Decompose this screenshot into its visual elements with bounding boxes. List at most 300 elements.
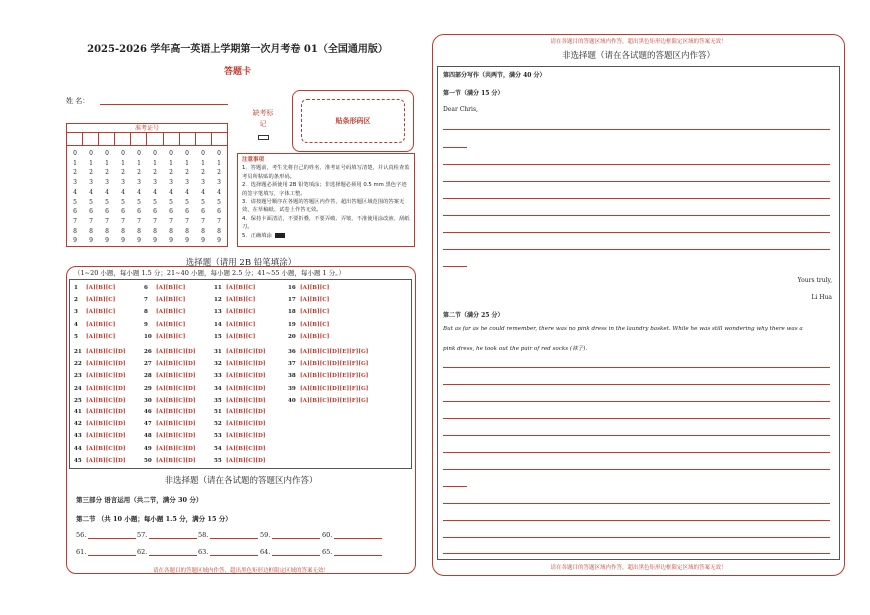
mc-question-number: 19 <box>288 321 296 328</box>
writing-line[interactable] <box>443 232 830 233</box>
mc-question-row[interactable] <box>214 319 255 331</box>
ticket-digit-bubble[interactable]: 8 <box>121 227 125 235</box>
writing-line[interactable] <box>443 418 830 419</box>
mc-options[interactable]: [A][B][C][D] <box>86 397 126 404</box>
mc-question-row[interactable] <box>144 331 185 343</box>
mc-options[interactable]: [A][B][C] <box>156 285 186 291</box>
mc-question-row[interactable] <box>144 443 196 455</box>
writing-line[interactable] <box>443 469 830 470</box>
letter-closing: Yours truly, <box>797 277 832 284</box>
ticket-digit-bubble[interactable]: 5 <box>169 198 173 206</box>
ticket-digit-bubble[interactable]: 6 <box>201 208 205 216</box>
name-label: 姓 名： <box>66 97 90 105</box>
mc-question-row[interactable] <box>74 455 126 467</box>
mc-options[interactable]: [A][B][C][D] <box>226 433 266 440</box>
ticket-digit-bubble[interactable]: 3 <box>137 179 141 187</box>
mc-scoring-note: （1~20 小题，每小题 1.5 分；21~40 小题，每小题 2.5 分；41~55 小题，每小题 1 分。） <box>74 269 345 277</box>
mc-question-row[interactable] <box>144 406 196 418</box>
ticket-digit-bubble[interactable]: 2 <box>137 169 141 177</box>
ticket-digit-bubble[interactable]: 0 <box>89 150 93 157</box>
ticket-digit-bubble[interactable]: 4 <box>73 188 77 196</box>
blank-item <box>137 548 197 556</box>
ticket-digit-bubble[interactable]: 7 <box>121 217 125 225</box>
writing-line[interactable] <box>443 503 830 504</box>
mc-question-number: 2 <box>74 297 78 304</box>
ticket-digit-bubble[interactable]: 8 <box>169 227 173 235</box>
continuation-prompt-line1: But as far as he could remember, there was no pink dress in the laundry basket. While he was still wondering why there was a <box>443 326 803 332</box>
blank-answer-line[interactable] <box>334 550 382 556</box>
mc-options[interactable]: [A][B][C][D] <box>226 373 266 380</box>
mc-options[interactable]: [A][B][C] <box>156 333 186 340</box>
mc-question-row[interactable] <box>288 294 329 306</box>
mc-options[interactable]: [A][B][C] <box>300 321 330 328</box>
mc-question-row[interactable] <box>288 395 368 407</box>
mc-options[interactable]: [A][B][C] <box>156 297 186 304</box>
mc-question-group <box>144 282 185 343</box>
ticket-digit-bubble[interactable]: 9 <box>201 237 205 245</box>
blank-answer-line[interactable] <box>88 550 136 556</box>
blank-number: 64. <box>260 548 271 556</box>
mc-options[interactable]: [A][B][C][D] <box>156 373 196 380</box>
ticket-digit-bubble[interactable]: 1 <box>105 159 109 167</box>
right-footer-note: 请在各题目的答题区域内作答，超出黑色矩形边框限定区域的答案无效！ <box>550 565 727 571</box>
mc-question-row[interactable] <box>288 370 368 382</box>
mc-options[interactable]: [A][B][C] <box>300 297 330 304</box>
ticket-digit-bubble[interactable]: 9 <box>169 237 173 245</box>
mc-options[interactable]: [A][B][C][D] <box>86 445 126 452</box>
ticket-digit-bubble[interactable]: 6 <box>105 208 109 216</box>
ticket-digit-bubble[interactable]: 6 <box>153 208 157 216</box>
barcode-label: 贴条形码区 <box>301 99 405 143</box>
mc-question-group <box>214 406 266 467</box>
writing-title: 非选择题（请在各试题的答题区内作答） <box>561 51 715 61</box>
ticket-digit-bubble[interactable]: 9 <box>73 237 77 245</box>
mc-question-row[interactable] <box>288 282 329 294</box>
writing-line-short[interactable] <box>443 486 467 487</box>
ticket-digit-bubble[interactable]: 9 <box>89 237 93 245</box>
ticket-digit-bubble[interactable]: 7 <box>201 217 205 225</box>
ticket-digit-bubble[interactable]: 5 <box>217 198 221 206</box>
mc-question-number: 3 <box>74 309 78 316</box>
mc-question-number: 9 <box>144 321 148 328</box>
mc-question-row[interactable] <box>144 358 196 370</box>
writing-line[interactable] <box>443 520 830 521</box>
ticket-digit-box[interactable] <box>196 133 212 145</box>
ticket-digit-box[interactable] <box>115 133 131 145</box>
ticket-digit-bubble[interactable]: 0 <box>73 150 77 157</box>
writing-line[interactable] <box>443 249 830 250</box>
ticket-digit-bubble[interactable]: 8 <box>137 227 141 235</box>
ticket-digit-bubble[interactable]: 4 <box>121 188 125 196</box>
mc-options[interactable]: [A][B][C][D] <box>226 397 266 404</box>
ticket-digit-bubble[interactable]: 1 <box>89 159 93 167</box>
blank-item <box>137 531 197 539</box>
blank-item <box>76 531 136 539</box>
mc-options[interactable]: [A][B][C] <box>300 333 330 340</box>
ticket-digit-bubble[interactable]: 2 <box>73 169 77 177</box>
mc-options[interactable]: [A][B][C] <box>226 309 256 316</box>
ticket-digit-bubble[interactable]: 3 <box>201 179 205 187</box>
mc-question-row[interactable] <box>288 358 368 370</box>
mc-question-row[interactable] <box>74 443 126 455</box>
ticket-digit-bubble[interactable]: 3 <box>185 179 189 187</box>
mc-question-row[interactable] <box>74 306 115 318</box>
note-item-label: 5．正确填涂 <box>242 232 272 239</box>
mc-options[interactable]: [A][B][C][D][E][F][G] <box>300 349 369 355</box>
blank-number: 63. <box>198 548 209 556</box>
mc-options[interactable]: [A][B][C][D] <box>86 373 126 380</box>
writing-line[interactable] <box>443 537 830 538</box>
ticket-digit-bubble[interactable]: 8 <box>201 227 205 235</box>
ticket-digit-bubble[interactable]: 2 <box>121 169 125 177</box>
mc-question-row[interactable] <box>74 418 126 430</box>
mc-question-number: 25 <box>74 397 82 404</box>
mc-question-row[interactable] <box>74 294 115 306</box>
mc-options[interactable]: [A][B][C] <box>86 297 116 304</box>
ticket-digit-bubble[interactable]: 4 <box>153 188 157 196</box>
ticket-digit-box[interactable] <box>99 133 115 145</box>
ticket-digit-bubble[interactable]: 8 <box>89 227 93 235</box>
mc-options[interactable]: [A][B][C][D] <box>226 421 266 428</box>
mc-options[interactable]: [A][B][C][D] <box>156 409 196 415</box>
mc-options[interactable]: [A][B][C] <box>300 285 330 291</box>
ticket-digit-bubble[interactable]: 3 <box>73 179 77 187</box>
ticket-digit-bubble[interactable]: 2 <box>217 169 221 177</box>
ticket-digit-bubble[interactable]: 3 <box>105 179 109 187</box>
mc-options[interactable]: [A][B][C][D] <box>156 421 196 428</box>
mc-question-row[interactable] <box>214 455 266 467</box>
mc-question-row[interactable] <box>74 406 126 418</box>
ticket-digit-bubble[interactable]: 2 <box>153 169 157 177</box>
ticket-digit-bubble[interactable]: 5 <box>105 198 109 206</box>
ticket-digit-bubble[interactable]: 2 <box>201 169 205 177</box>
mc-options[interactable]: [A][B][C][D] <box>156 433 196 440</box>
mc-question-row[interactable] <box>144 383 196 395</box>
mc-question-number: 45 <box>74 457 82 464</box>
mc-question-row[interactable] <box>144 346 196 358</box>
ticket-digit-bubble[interactable]: 0 <box>105 150 109 157</box>
mc-question-row[interactable] <box>214 383 266 395</box>
blank-answer-line[interactable] <box>210 550 258 556</box>
ticket-digit-bubble[interactable]: 4 <box>89 188 93 196</box>
ticket-digit-bubble[interactable]: 7 <box>185 217 189 225</box>
ticket-number-boxes[interactable] <box>67 133 227 146</box>
ticket-digit-bubble[interactable]: 7 <box>217 217 221 225</box>
mc-options[interactable]: [A][B][C][D][E][F][G] <box>300 397 369 404</box>
blank-answer-line[interactable] <box>272 533 320 539</box>
ticket-digit-bubble[interactable]: 0 <box>185 150 189 157</box>
ticket-digit-bubble[interactable]: 8 <box>217 227 221 235</box>
mc-question-number: 43 <box>74 433 82 440</box>
mc-question-number: 20 <box>288 333 296 340</box>
mc-options[interactable]: [A][B][C][D] <box>86 457 126 464</box>
mc-question-row[interactable] <box>214 430 266 442</box>
blank-answer-line[interactable] <box>149 550 197 556</box>
mc-options[interactable]: [A][B][C] <box>86 333 116 340</box>
mc-question-row[interactable] <box>144 430 196 442</box>
ticket-digit-bubble[interactable]: 1 <box>217 159 221 167</box>
ticket-digit-bubble[interactable]: 4 <box>105 188 109 196</box>
ticket-digit-bubble[interactable]: 4 <box>185 188 189 196</box>
mc-question-row[interactable] <box>74 383 126 395</box>
mc-question-row[interactable] <box>288 346 368 358</box>
writing-line-short[interactable] <box>443 147 467 148</box>
ticket-digit-bubble[interactable]: 9 <box>137 237 141 245</box>
mc-options[interactable]: [A][B][C][D] <box>226 385 266 392</box>
writing-line[interactable] <box>443 553 830 554</box>
mc-question-number: 10 <box>144 333 152 340</box>
mc-options[interactable]: [A][B][C][D] <box>86 433 126 440</box>
mc-question-row[interactable] <box>214 418 266 430</box>
mc-options[interactable]: [A][B][C][D] <box>156 349 196 355</box>
ticket-digit-bubble[interactable]: 7 <box>169 217 173 225</box>
mc-question-row[interactable] <box>214 346 266 358</box>
mc-question-row[interactable] <box>214 406 266 418</box>
mc-question-row[interactable] <box>144 282 185 294</box>
continuation-prompt-line2: pink dress, he took out the pair of red socks (袜子). <box>443 346 588 352</box>
mc-question-number: 21 <box>74 349 82 355</box>
ticket-digit-bubble[interactable]: 6 <box>121 208 125 216</box>
ticket-digit-column <box>83 149 99 246</box>
ticket-digit-bubble[interactable]: 2 <box>89 169 93 177</box>
ticket-digit-column <box>195 149 211 246</box>
ticket-digit-bubble[interactable]: 4 <box>217 188 221 196</box>
writing-line[interactable] <box>443 198 830 199</box>
blank-number: 62. <box>137 548 148 556</box>
ticket-digit-bubble[interactable]: 7 <box>73 217 77 225</box>
ticket-digit-box[interactable] <box>180 133 196 145</box>
ticket-digit-bubble[interactable]: 8 <box>105 227 109 235</box>
name-field[interactable] <box>100 104 228 105</box>
mc-options[interactable]: [A][B][C][D] <box>86 349 126 355</box>
mc-question-number: 12 <box>214 297 222 304</box>
ticket-digit-bubble[interactable]: 8 <box>153 227 157 235</box>
mc-question-row[interactable] <box>214 294 255 306</box>
writing-line[interactable] <box>443 181 830 182</box>
mc-options[interactable]: [A][B][C][D] <box>226 361 266 368</box>
mc-options[interactable]: [A][B][C] <box>156 309 186 316</box>
ticket-digit-bubble[interactable]: 9 <box>153 237 157 245</box>
mc-question-row[interactable] <box>144 370 196 382</box>
ticket-digit-bubble[interactable]: 9 <box>217 237 221 245</box>
mc-options[interactable]: [A][B][C][D][E][F][G] <box>300 373 369 380</box>
mc-question-row[interactable] <box>144 455 196 467</box>
mc-question-group <box>288 346 368 407</box>
writing-line-short[interactable] <box>443 266 467 267</box>
ticket-digit-bubble[interactable]: 4 <box>169 188 173 196</box>
blank-answer-line[interactable] <box>88 533 136 539</box>
mc-question-number: 26 <box>144 349 152 355</box>
mc-question-row[interactable] <box>74 430 126 442</box>
blank-answer-line[interactable] <box>210 533 258 539</box>
ticket-digit-bubble[interactable]: 1 <box>73 159 77 167</box>
ticket-digit-box[interactable] <box>131 133 147 145</box>
mc-options[interactable]: [A][B][C] <box>226 297 256 304</box>
mc-options[interactable]: [A][B][C] <box>156 321 186 328</box>
ticket-digit-bubble[interactable]: 0 <box>169 150 173 157</box>
mc-question-row[interactable] <box>288 331 329 343</box>
ticket-digit-bubble[interactable]: 7 <box>137 217 141 225</box>
mc-options[interactable]: [A][B][C][D] <box>156 445 196 452</box>
note-item: 4．保持卡面清洁，不要折叠，不要弄破、弄皱，不准使用涂改液、刮纸刀。 <box>242 215 410 231</box>
mc-question-row[interactable] <box>214 443 266 455</box>
ticket-digit-bubble[interactable]: 8 <box>185 227 189 235</box>
writing-line[interactable] <box>443 401 830 402</box>
mc-options[interactable]: [A][B][C] <box>226 333 256 340</box>
blank-answer-line[interactable] <box>272 550 320 556</box>
ticket-digit-bubble[interactable]: 6 <box>169 208 173 216</box>
blank-number: 60. <box>322 531 333 539</box>
ticket-digit-bubble[interactable]: 6 <box>217 208 221 216</box>
ticket-digit-bubble[interactable]: 3 <box>89 179 93 187</box>
ticket-digit-bubble[interactable]: 5 <box>153 198 157 206</box>
mc-question-number: 41 <box>74 409 82 415</box>
ticket-digit-bubble[interactable]: 9 <box>105 237 109 245</box>
mc-question-row[interactable] <box>144 418 196 430</box>
writing-line[interactable] <box>443 384 830 385</box>
mc-question-number: 22 <box>74 361 82 368</box>
writing-line[interactable] <box>443 215 830 216</box>
letter-signature: Li Hua <box>811 294 832 301</box>
mc-options[interactable]: [A][B][C][D] <box>86 409 126 415</box>
ticket-digit-bubble[interactable]: 4 <box>137 188 141 196</box>
mc-options[interactable]: [A][B][C][D] <box>226 445 266 452</box>
writing-line[interactable] <box>443 164 830 165</box>
writing-line[interactable] <box>443 435 830 436</box>
ticket-digit-bubble[interactable]: 1 <box>137 159 141 167</box>
ticket-digit-bubble[interactable]: 5 <box>89 198 93 206</box>
mc-question-row[interactable] <box>214 331 255 343</box>
ticket-digit-box[interactable] <box>147 133 163 145</box>
ticket-digit-box[interactable] <box>212 133 227 145</box>
mc-question-row[interactable] <box>214 358 266 370</box>
mc-options[interactable]: [A][B][C] <box>226 285 256 291</box>
ticket-digit-bubble[interactable]: 5 <box>73 198 77 206</box>
ticket-digit-bubble[interactable]: 0 <box>201 150 205 157</box>
mc-options[interactable]: [A][B][C][D][E][F][G] <box>300 385 369 392</box>
ticket-digit-bubble[interactable]: 3 <box>121 179 125 187</box>
ticket-digit-box[interactable] <box>67 133 83 145</box>
mc-options[interactable]: [A][B][C][D] <box>156 385 196 392</box>
mc-options[interactable]: [A][B][C] <box>300 309 330 316</box>
ticket-digit-box[interactable] <box>164 133 180 145</box>
ticket-digit-bubble[interactable]: 3 <box>169 179 173 187</box>
ticket-digit-bubble[interactable]: 4 <box>201 188 205 196</box>
mc-question-row[interactable] <box>144 319 185 331</box>
ticket-digit-bubble[interactable]: 5 <box>185 198 189 206</box>
ticket-digit-columns <box>67 146 227 246</box>
ticket-digit-box[interactable] <box>83 133 99 145</box>
blank-answer-line[interactable] <box>334 533 382 539</box>
ticket-digit-bubble[interactable]: 7 <box>105 217 109 225</box>
mc-question-group <box>288 282 329 343</box>
mc-options[interactable]: [A][B][C] <box>86 309 116 316</box>
ticket-digit-bubble[interactable]: 2 <box>185 169 189 177</box>
ticket-digit-bubble[interactable]: 6 <box>73 208 77 216</box>
mc-question-group <box>214 346 266 407</box>
mc-question-row[interactable] <box>74 331 115 343</box>
mc-options[interactable]: [A][B][C][D] <box>86 361 126 368</box>
mc-options[interactable]: [A][B][C] <box>86 321 116 328</box>
mc-question-group <box>74 346 126 407</box>
absent-checkbox[interactable] <box>258 135 269 140</box>
mc-question-row[interactable] <box>214 370 266 382</box>
ticket-digit-bubble[interactable]: 1 <box>153 159 157 167</box>
mc-question-row[interactable] <box>74 370 126 382</box>
ticket-digit-column <box>147 149 163 246</box>
mc-question-number: 13 <box>214 309 222 316</box>
mc-question-row[interactable] <box>214 306 255 318</box>
ticket-digit-bubble[interactable]: 5 <box>201 198 205 206</box>
mc-question-row[interactable] <box>288 319 329 331</box>
letter-greeting: Dear Chris, <box>443 106 478 113</box>
mc-question-row[interactable] <box>74 319 115 331</box>
mc-question-row[interactable] <box>144 306 185 318</box>
blank-answer-line[interactable] <box>149 533 197 539</box>
mc-options[interactable]: [A][B][C][D][E][F][G] <box>300 361 369 368</box>
writing-line[interactable] <box>443 129 830 130</box>
ticket-digit-bubble[interactable]: 8 <box>73 227 77 235</box>
writing-line[interactable] <box>443 367 830 368</box>
ticket-digit-bubble[interactable]: 1 <box>185 159 189 167</box>
ticket-digit-bubble[interactable]: 1 <box>121 159 125 167</box>
ticket-digit-bubble[interactable]: 0 <box>217 150 221 157</box>
ticket-digit-bubble[interactable]: 1 <box>169 159 173 167</box>
mc-options[interactable]: [A][B][C][D] <box>226 457 266 464</box>
mc-options[interactable]: [A][B][C] <box>226 321 256 328</box>
mc-options[interactable]: [A][B][C][D] <box>156 361 196 368</box>
ticket-digit-bubble[interactable]: 5 <box>121 198 125 206</box>
mc-question-row[interactable] <box>74 282 115 294</box>
mc-question-row[interactable] <box>214 282 255 294</box>
ticket-digit-bubble[interactable]: 1 <box>201 159 205 167</box>
ticket-digit-bubble[interactable]: 7 <box>153 217 157 225</box>
ticket-digit-bubble[interactable]: 3 <box>217 179 221 187</box>
ticket-digit-bubble[interactable]: 2 <box>105 169 109 177</box>
mc-question-row[interactable] <box>144 294 185 306</box>
blank-number: 61. <box>76 548 87 556</box>
barcode-area <box>292 90 414 152</box>
ticket-digit-bubble[interactable]: 6 <box>185 208 189 216</box>
ticket-digit-bubble[interactable]: 6 <box>89 208 93 216</box>
mc-options[interactable]: [A][B][C] <box>86 285 116 291</box>
ticket-digit-bubble[interactable]: 0 <box>121 150 125 157</box>
mc-options[interactable]: [A][B][C][D] <box>86 421 126 428</box>
ticket-digit-bubble[interactable]: 9 <box>121 237 125 245</box>
mc-question-row[interactable] <box>288 306 329 318</box>
ticket-digit-bubble[interactable]: 2 <box>169 169 173 177</box>
ticket-digit-bubble[interactable]: 0 <box>137 150 141 157</box>
mc-options[interactable]: [A][B][C][D] <box>86 385 126 392</box>
note-item: 1．答题前，考生先将自己的姓名、准考证号码填写清楚，并认真检查监考员所粘贴的条形码。 <box>242 165 410 180</box>
ticket-digit-bubble[interactable]: 7 <box>89 217 93 225</box>
ticket-digit-bubble[interactable]: 6 <box>137 208 141 216</box>
mc-question-group <box>74 406 126 467</box>
mc-options[interactable]: [A][B][C][D] <box>226 409 266 415</box>
mc-options[interactable]: [A][B][C][D] <box>156 397 196 404</box>
ticket-digit-bubble[interactable]: 0 <box>153 150 157 157</box>
ticket-digit-bubble[interactable]: 9 <box>185 237 189 245</box>
mc-question-row[interactable] <box>74 358 126 370</box>
mc-question-row[interactable] <box>288 383 368 395</box>
ticket-digit-bubble[interactable]: 5 <box>137 198 141 206</box>
mc-question-number: 49 <box>144 445 152 452</box>
mc-options[interactable]: [A][B][C][D] <box>226 349 266 355</box>
mc-question-row[interactable] <box>74 346 126 358</box>
writing-line[interactable] <box>443 452 830 453</box>
mc-options[interactable]: [A][B][C][D] <box>156 457 196 464</box>
ticket-digit-bubble[interactable]: 3 <box>153 179 157 187</box>
